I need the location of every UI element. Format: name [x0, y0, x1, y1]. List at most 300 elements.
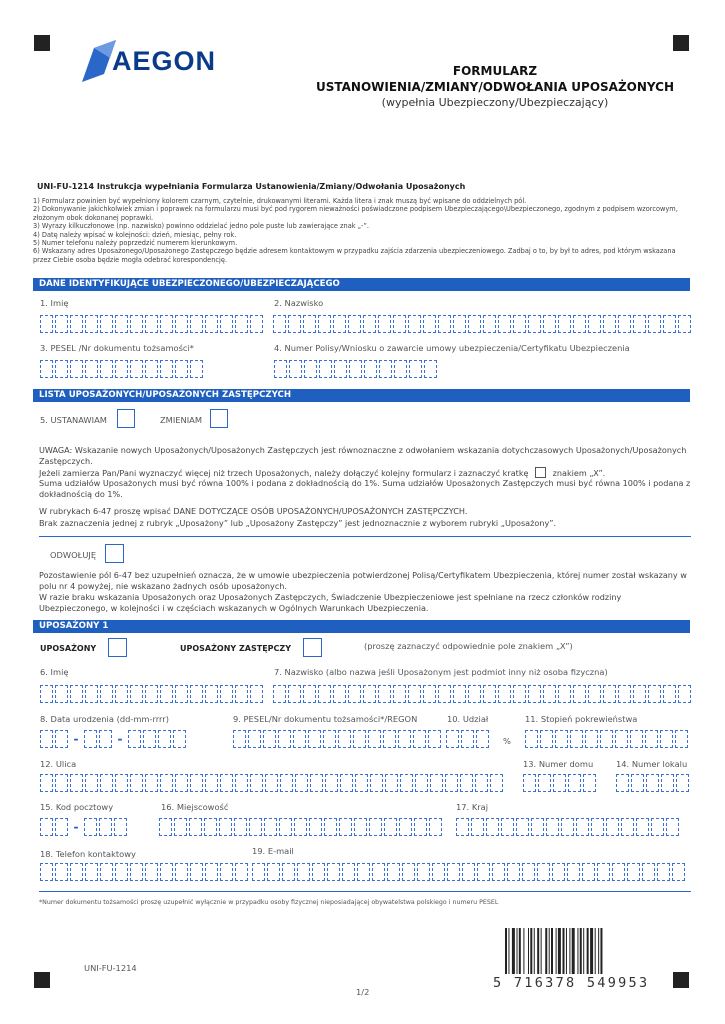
char-cell[interactable] [295, 774, 308, 792]
char-cell[interactable] [145, 315, 158, 333]
char-cell[interactable] [588, 315, 601, 333]
char-cell[interactable] [583, 774, 596, 792]
char-cell[interactable] [70, 685, 83, 703]
char-cell[interactable] [573, 315, 586, 333]
char-cell[interactable] [338, 730, 351, 748]
char-cell[interactable] [675, 730, 688, 748]
char-cell[interactable] [279, 818, 292, 836]
char-cell[interactable] [642, 863, 655, 881]
char-cell[interactable] [523, 774, 536, 792]
char-cell[interactable] [158, 730, 171, 748]
char-cell[interactable] [636, 818, 649, 836]
char-cell[interactable] [657, 863, 670, 881]
char-cell[interactable] [160, 360, 173, 378]
char-cell[interactable] [492, 863, 505, 881]
char-cell[interactable] [372, 863, 385, 881]
char-cell[interactable] [621, 818, 634, 836]
barcode-bar [587, 928, 589, 974]
char-cell[interactable] [633, 685, 646, 703]
char-cell[interactable] [233, 730, 246, 748]
char-cell[interactable] [234, 818, 247, 836]
city-input[interactable] [159, 818, 444, 838]
char-cell[interactable] [309, 818, 322, 836]
char-cell[interactable] [385, 774, 398, 792]
char-cell[interactable] [174, 818, 187, 836]
char-cell[interactable] [394, 360, 407, 378]
char-cell[interactable] [525, 730, 538, 748]
char-cell[interactable] [402, 863, 415, 881]
char-cell[interactable] [85, 774, 98, 792]
char-cell[interactable] [190, 315, 203, 333]
street-input[interactable] [40, 774, 505, 794]
char-cell[interactable] [55, 360, 68, 378]
char-cell[interactable] [325, 774, 338, 792]
char-cell[interactable] [540, 730, 553, 748]
char-cell[interactable] [205, 863, 218, 881]
char-cell[interactable] [357, 863, 370, 881]
char-cell[interactable] [250, 685, 263, 703]
char-cell[interactable] [100, 315, 113, 333]
char-cell[interactable] [235, 685, 248, 703]
char-cell[interactable] [333, 315, 346, 333]
char-cell[interactable] [70, 774, 83, 792]
char-cell[interactable] [676, 774, 689, 792]
char-cell[interactable] [528, 315, 541, 333]
char-cell[interactable] [538, 774, 551, 792]
char-cell[interactable] [446, 730, 459, 748]
char-cell[interactable] [190, 863, 203, 881]
char-cell[interactable] [501, 818, 514, 836]
char-cell[interactable] [678, 315, 691, 333]
char-cell[interactable] [618, 315, 631, 333]
more-beneficiaries-checkbox[interactable] [535, 467, 546, 478]
char-cell[interactable] [543, 315, 556, 333]
char-cell[interactable] [600, 730, 613, 748]
char-cell[interactable] [339, 818, 352, 836]
char-cell[interactable] [561, 818, 574, 836]
char-cell[interactable] [429, 818, 442, 836]
char-cell[interactable] [483, 315, 496, 333]
char-cell[interactable] [531, 818, 544, 836]
char-cell[interactable] [393, 685, 406, 703]
char-cell[interactable] [414, 818, 427, 836]
char-cell[interactable] [190, 774, 203, 792]
char-cell[interactable] [462, 863, 475, 881]
char-cell[interactable] [235, 774, 248, 792]
char-cell[interactable] [160, 774, 173, 792]
beneficiary-first-name-input[interactable] [40, 685, 265, 705]
apartment-number-input[interactable] [616, 774, 691, 794]
char-cell[interactable] [130, 315, 143, 333]
beneficiary-last-name-input[interactable] [273, 685, 693, 705]
char-cell[interactable] [265, 774, 278, 792]
char-cell[interactable] [274, 360, 287, 378]
char-cell[interactable] [603, 315, 616, 333]
char-cell[interactable] [252, 863, 265, 881]
char-cell[interactable] [115, 863, 128, 881]
char-cell[interactable] [145, 685, 158, 703]
char-cell[interactable] [304, 360, 317, 378]
barcode-bar [512, 928, 515, 974]
char-cell[interactable] [546, 818, 559, 836]
char-cell[interactable] [114, 818, 127, 836]
char-cell[interactable] [84, 818, 97, 836]
char-cell[interactable] [175, 774, 188, 792]
char-cell[interactable] [370, 774, 383, 792]
char-cell[interactable] [55, 863, 68, 881]
char-cell[interactable] [430, 774, 443, 792]
char-cell[interactable] [85, 863, 98, 881]
char-cell[interactable] [145, 863, 158, 881]
char-cell[interactable] [130, 360, 143, 378]
house-number-input[interactable] [523, 774, 598, 794]
char-cell[interactable] [648, 685, 661, 703]
char-cell[interactable] [175, 315, 188, 333]
char-cell[interactable] [100, 863, 113, 881]
char-cell[interactable] [85, 360, 98, 378]
country-input[interactable] [456, 818, 681, 838]
char-cell[interactable] [319, 360, 332, 378]
char-cell[interactable] [369, 818, 382, 836]
char-cell[interactable] [70, 360, 83, 378]
char-cell[interactable] [334, 360, 347, 378]
char-cell[interactable] [250, 315, 263, 333]
char-cell[interactable] [55, 774, 68, 792]
char-cell[interactable] [588, 685, 601, 703]
char-cell[interactable] [249, 818, 262, 836]
char-cell[interactable] [333, 685, 346, 703]
char-cell[interactable] [175, 360, 188, 378]
char-cell[interactable] [190, 685, 203, 703]
char-cell[interactable] [354, 818, 367, 836]
char-cell[interactable] [115, 315, 128, 333]
char-cell[interactable] [445, 774, 458, 792]
char-cell[interactable] [661, 774, 674, 792]
char-cell[interactable] [651, 818, 664, 836]
char-cell[interactable] [40, 685, 53, 703]
char-cell[interactable] [205, 315, 218, 333]
instruction-item: 6) Wskazany adres Uposażonego/Uposażonego Zastępczego będzie adresem kontaktowym w przypadku zajścia zdarzenia ubezpieczeniowego. Zadbaj o to, by był to adres, pod którym wskazana przez Ciebie osoba będzie mogła odebrać korespondencję. [33, 247, 676, 264]
char-cell[interactable] [408, 685, 421, 703]
char-cell[interactable] [308, 730, 321, 748]
char-cell[interactable] [368, 730, 381, 748]
char-cell[interactable] [498, 315, 511, 333]
barcode-bar [523, 928, 524, 974]
char-cell[interactable] [99, 730, 112, 748]
postal-code-input[interactable] [40, 818, 129, 838]
char-cell[interactable] [461, 730, 474, 748]
char-cell[interactable] [415, 774, 428, 792]
char-cell[interactable] [130, 863, 143, 881]
char-cell[interactable] [220, 685, 233, 703]
char-cell[interactable] [615, 730, 628, 748]
char-cell[interactable] [235, 315, 248, 333]
char-cell[interactable] [342, 863, 355, 881]
char-cell[interactable] [353, 730, 366, 748]
char-cell[interactable] [248, 730, 261, 748]
char-cell[interactable] [40, 774, 53, 792]
char-cell[interactable] [235, 863, 248, 881]
char-cell[interactable] [40, 730, 53, 748]
char-cell[interactable] [663, 315, 676, 333]
char-cell[interactable] [85, 685, 98, 703]
char-cell[interactable] [340, 774, 353, 792]
char-cell[interactable] [159, 818, 172, 836]
char-cell[interactable] [40, 315, 53, 333]
char-cell[interactable] [428, 730, 441, 748]
char-cell[interactable] [383, 730, 396, 748]
char-cell[interactable] [513, 315, 526, 333]
char-cell[interactable] [409, 360, 422, 378]
char-cell[interactable] [516, 818, 529, 836]
char-cell[interactable] [145, 774, 158, 792]
char-cell[interactable] [423, 315, 436, 333]
char-cell[interactable] [570, 730, 583, 748]
char-cell[interactable] [190, 360, 203, 378]
char-cell[interactable] [417, 863, 430, 881]
char-cell[interactable] [55, 315, 68, 333]
registration-mark [34, 972, 50, 988]
char-cell[interactable] [324, 818, 337, 836]
char-cell[interactable] [648, 315, 661, 333]
char-cell[interactable] [408, 315, 421, 333]
char-cell[interactable] [568, 774, 581, 792]
char-cell[interactable] [399, 818, 412, 836]
establish-checkbox[interactable] [117, 409, 135, 428]
char-cell[interactable] [100, 774, 113, 792]
char-cell[interactable] [663, 685, 676, 703]
char-cell[interactable] [205, 685, 218, 703]
char-cell[interactable] [303, 315, 316, 333]
char-cell[interactable] [282, 863, 295, 881]
char-cell[interactable] [432, 863, 445, 881]
char-cell[interactable] [616, 774, 629, 792]
char-cell[interactable] [490, 774, 503, 792]
insured-last-name-input[interactable] [273, 315, 693, 335]
char-cell[interactable] [597, 863, 610, 881]
char-cell[interactable] [387, 863, 400, 881]
char-cell[interactable] [363, 315, 376, 333]
char-cell[interactable] [477, 863, 490, 881]
char-cell[interactable] [468, 685, 481, 703]
char-cell[interactable] [100, 685, 113, 703]
insured-pesel-input[interactable] [40, 360, 205, 380]
email-input[interactable] [252, 863, 687, 883]
char-cell[interactable] [288, 315, 301, 333]
char-cell[interactable] [553, 774, 566, 792]
char-cell[interactable] [115, 360, 128, 378]
char-cell[interactable] [55, 685, 68, 703]
char-cell[interactable] [264, 818, 277, 836]
char-cell[interactable] [145, 360, 158, 378]
char-cell[interactable] [160, 315, 173, 333]
char-cell[interactable] [393, 315, 406, 333]
char-cell[interactable] [128, 730, 141, 748]
char-cell[interactable] [40, 818, 53, 836]
char-cell[interactable] [115, 685, 128, 703]
char-cell[interactable] [645, 730, 658, 748]
char-cell[interactable] [160, 863, 173, 881]
char-cell[interactable] [219, 818, 232, 836]
char-cell[interactable] [55, 818, 68, 836]
char-cell[interactable] [666, 818, 679, 836]
beneficiary-pesel-input[interactable] [233, 730, 443, 750]
char-cell[interactable] [288, 685, 301, 703]
char-cell[interactable] [130, 685, 143, 703]
char-cell[interactable] [173, 730, 186, 748]
char-cell[interactable] [84, 730, 97, 748]
birth-date-input[interactable] [40, 730, 188, 750]
char-cell[interactable] [633, 315, 646, 333]
char-cell[interactable] [646, 774, 659, 792]
char-cell[interactable] [573, 685, 586, 703]
char-cell[interactable] [318, 315, 331, 333]
char-cell[interactable] [278, 730, 291, 748]
form-title-line2: USTANOWIENIA/ZMIANY/ODWOŁANIA UPOSAŻONYCH [315, 80, 675, 94]
char-cell[interactable] [555, 730, 568, 748]
share-input[interactable] [446, 730, 491, 750]
char-cell[interactable] [355, 774, 368, 792]
char-cell[interactable] [630, 730, 643, 748]
char-cell[interactable] [453, 685, 466, 703]
char-cell[interactable] [40, 360, 53, 378]
char-cell[interactable] [294, 818, 307, 836]
char-cell[interactable] [143, 730, 156, 748]
char-cell[interactable] [130, 774, 143, 792]
char-cell[interactable] [85, 315, 98, 333]
char-cell[interactable] [678, 685, 691, 703]
char-cell[interactable] [537, 863, 550, 881]
char-cell[interactable] [486, 818, 499, 836]
barcode-bar [598, 928, 599, 974]
char-cell[interactable] [348, 685, 361, 703]
char-cell[interactable] [115, 774, 128, 792]
phone-label: 18. Telefon kontaktowy [40, 849, 136, 859]
char-cell[interactable] [303, 685, 316, 703]
char-cell[interactable] [576, 818, 589, 836]
char-cell[interactable] [585, 730, 598, 748]
char-cell[interactable] [349, 360, 362, 378]
char-cell[interactable] [273, 685, 286, 703]
char-cell[interactable] [384, 818, 397, 836]
char-cell[interactable] [100, 360, 113, 378]
char-cell[interactable] [591, 818, 604, 836]
char-cell[interactable] [456, 818, 469, 836]
char-cell[interactable] [603, 685, 616, 703]
char-cell[interactable] [364, 360, 377, 378]
phone-input[interactable] [40, 863, 250, 883]
char-cell[interactable] [398, 730, 411, 748]
char-cell[interactable] [468, 315, 481, 333]
barcode-bar [508, 928, 509, 974]
char-cell[interactable] [558, 315, 571, 333]
char-cell[interactable] [220, 774, 233, 792]
char-cell[interactable] [378, 315, 391, 333]
char-cell[interactable] [40, 863, 53, 881]
char-cell[interactable] [205, 774, 218, 792]
char-cell[interactable] [267, 863, 280, 881]
char-cell[interactable] [453, 315, 466, 333]
char-cell[interactable] [543, 685, 556, 703]
char-cell[interactable] [175, 863, 188, 881]
char-cell[interactable] [423, 685, 436, 703]
char-cell[interactable] [189, 818, 202, 836]
char-cell[interactable] [471, 818, 484, 836]
char-cell[interactable] [438, 685, 451, 703]
char-cell[interactable] [318, 685, 331, 703]
char-cell[interactable] [558, 685, 571, 703]
char-cell[interactable] [289, 360, 302, 378]
char-cell[interactable] [606, 818, 619, 836]
char-cell[interactable] [475, 774, 488, 792]
char-cell[interactable] [672, 863, 685, 881]
char-cell[interactable] [70, 315, 83, 333]
char-cell[interactable] [498, 685, 511, 703]
char-cell[interactable] [567, 863, 580, 881]
char-cell[interactable] [379, 360, 392, 378]
relationship-input[interactable] [525, 730, 690, 750]
char-cell[interactable] [507, 863, 520, 881]
char-cell[interactable] [273, 315, 286, 333]
char-cell[interactable] [55, 730, 68, 748]
char-cell[interactable] [660, 730, 673, 748]
char-cell[interactable] [476, 730, 489, 748]
char-cell[interactable] [160, 685, 173, 703]
char-cell[interactable] [293, 730, 306, 748]
change-checkbox[interactable] [210, 409, 228, 428]
char-cell[interactable] [204, 818, 217, 836]
char-cell[interactable] [513, 685, 526, 703]
char-cell[interactable] [612, 863, 625, 881]
char-cell[interactable] [438, 315, 451, 333]
char-cell[interactable] [528, 685, 541, 703]
char-cell[interactable] [631, 774, 644, 792]
char-cell[interactable] [323, 730, 336, 748]
char-cell[interactable] [220, 863, 233, 881]
char-cell[interactable] [618, 685, 631, 703]
char-cell[interactable] [413, 730, 426, 748]
char-cell[interactable] [297, 863, 310, 881]
char-cell[interactable] [582, 863, 595, 881]
char-cell[interactable] [263, 730, 276, 748]
char-cell[interactable] [363, 685, 376, 703]
char-cell[interactable] [447, 863, 460, 881]
char-cell[interactable] [460, 774, 473, 792]
char-cell[interactable] [175, 685, 188, 703]
char-cell[interactable] [378, 685, 391, 703]
char-cell[interactable] [552, 863, 565, 881]
char-cell[interactable] [627, 863, 640, 881]
char-cell[interactable] [483, 685, 496, 703]
char-cell[interactable] [220, 315, 233, 333]
char-cell[interactable] [70, 863, 83, 881]
policy-number-input[interactable] [274, 360, 439, 380]
char-cell[interactable] [310, 774, 323, 792]
char-cell[interactable] [312, 863, 325, 881]
substitute-beneficiary-checkbox[interactable] [303, 638, 322, 657]
beneficiary-checkbox[interactable] [108, 638, 127, 657]
char-cell[interactable] [522, 863, 535, 881]
char-cell[interactable] [424, 360, 437, 378]
revoke-checkbox[interactable] [105, 544, 124, 563]
insured-first-name-input[interactable] [40, 315, 265, 335]
char-cell[interactable] [99, 818, 112, 836]
char-cell[interactable] [348, 315, 361, 333]
char-cell[interactable] [400, 774, 413, 792]
char-cell[interactable] [250, 774, 263, 792]
char-cell[interactable] [327, 863, 340, 881]
char-cell[interactable] [280, 774, 293, 792]
